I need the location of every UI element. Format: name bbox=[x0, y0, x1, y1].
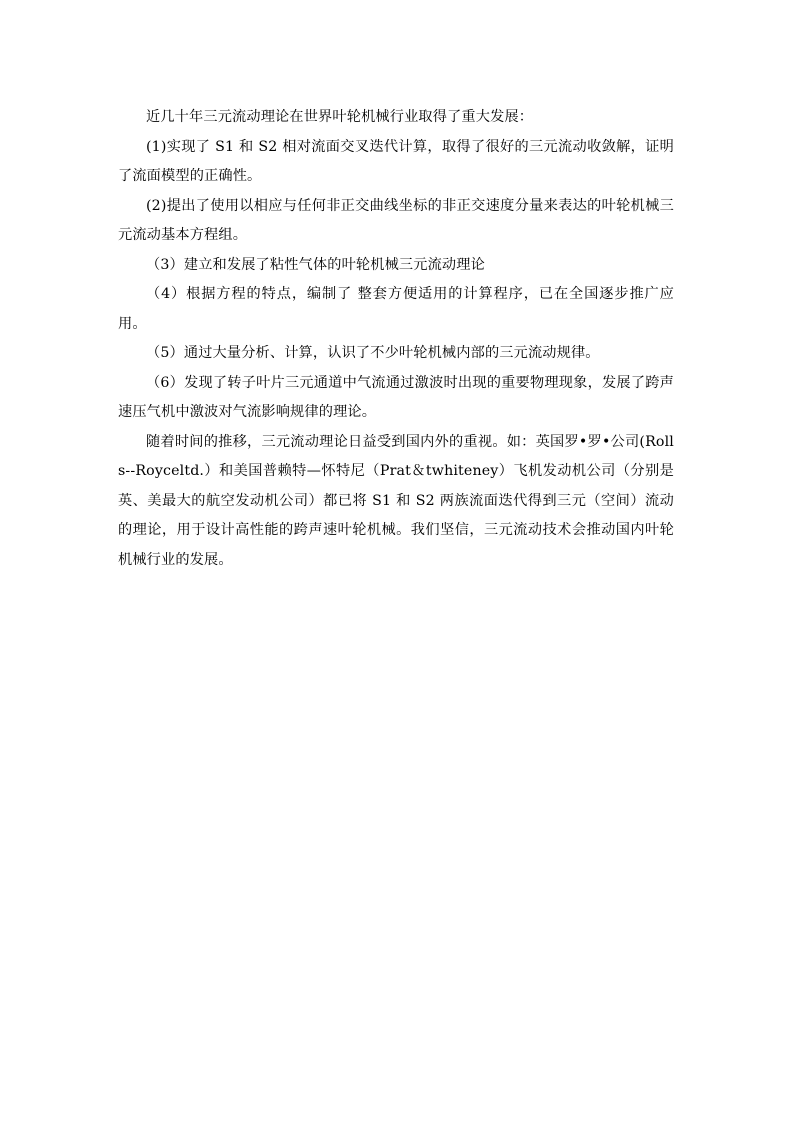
list-item-3: （3）建立和发展了粘性气体的叶轮机械三元流动理论 bbox=[146, 256, 485, 273]
list-item-5: （5）通过大量分析、计算，认识了不少叶轮机械内部的三元流动规律。 bbox=[146, 345, 600, 361]
document-body bbox=[118, 103, 674, 575]
list-item-1: (1)实现了 S1 和 S2 相对流面交叉迭代计算，取得了很好的三元流动收敛解，证明了流面模型的正确性。 bbox=[118, 138, 674, 184]
closing-paragraph: 随着时间的推移，三元流动理论日益受到国内外的重视。如：英国罗•罗•公司(Rolls--Royceltd.）和美国普赖特—怀特尼（Prat＆twhiteney）飞机发动机公司（分别是英、美最大的航空发动机公司）都已将 S1 和 S2 两族流面迭代得到三元（空间）流动的理论，用于设计高性能的跨声速叶轮机械。我们坚信，三元流动技术会推动国内叶轮机械行业的发展。 bbox=[118, 433, 674, 568]
list-item-6: （6）发现了转子叶片三元通道中气流通过激波时出现的重要物理现象，发展了跨声速压气机中激波对气流影响规律的理论。 bbox=[118, 374, 674, 420]
list-item-2: (2)提出了使用以相应与任何非正交曲线坐标的非正交速度分量来表达的叶轮机械三元流动基本方程组。 bbox=[118, 197, 674, 243]
intro-paragraph: 近几十年三元流动理论在世界叶轮机械行业取得了重大发展： bbox=[146, 109, 534, 125]
list-item-4: （4）根据方程的特点，编制了 整套方便适用的计算程序，已在全国逐步推广应用。 bbox=[118, 286, 674, 332]
